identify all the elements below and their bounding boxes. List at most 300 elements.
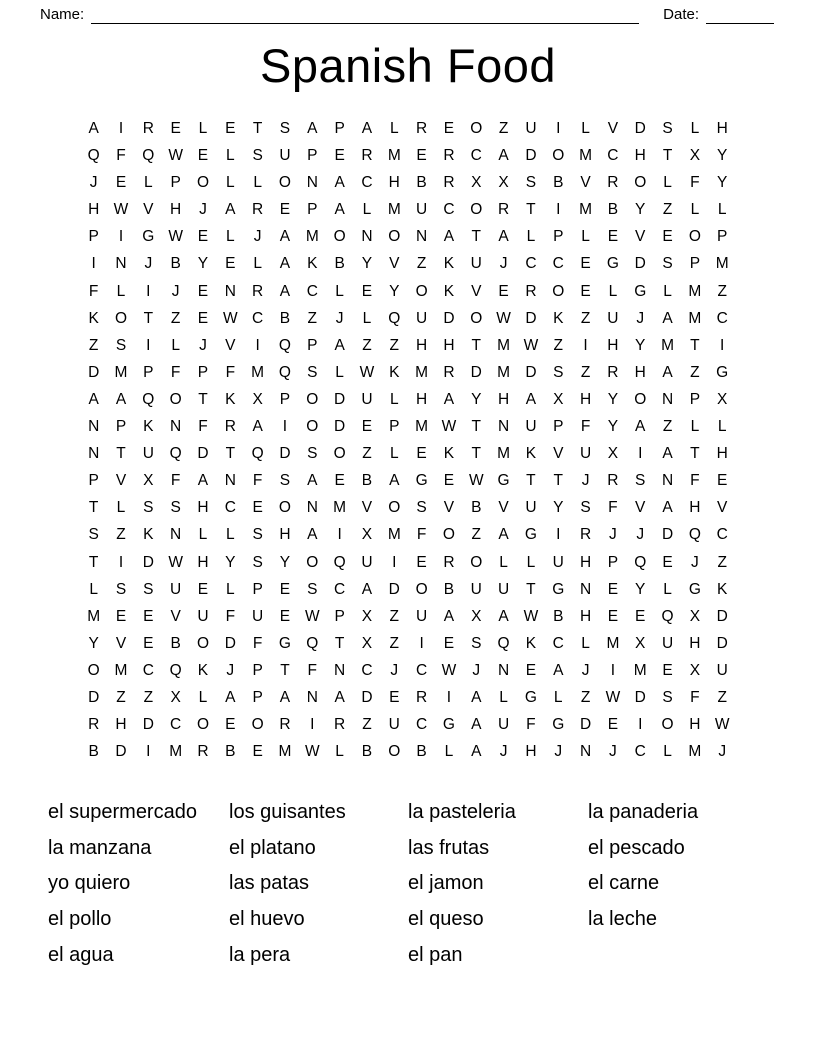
grid-cell: P [143,363,154,381]
grid-cell: E [607,607,619,625]
grid-cell: H [579,607,592,625]
grid-cell: N [661,390,674,408]
grid-cell: B [416,743,427,761]
grid-cell: N [306,688,318,706]
grid-cell: I [337,526,342,544]
grid-cell: A [498,147,509,165]
grid-cell: G [142,228,155,246]
grid-cell: X [361,526,373,544]
grid-cell: Q [497,634,510,652]
grid-cell: A [361,120,373,137]
grid-cell: I [638,716,643,734]
grid-cell: U [279,147,291,165]
grid-cell: M [114,661,128,679]
grid-cell: I [419,634,424,652]
grid-cell: D [525,147,537,165]
grid-cell: X [471,174,482,192]
grid-cell: Y [361,255,373,273]
grid-cell: Z [662,201,673,219]
grid-cell: S [580,499,591,517]
grid-cell: B [170,255,181,273]
grid-cell: Q [688,526,701,544]
grid-cell: S [307,445,318,463]
grid-cell: K [143,418,154,436]
grid-cell: T [662,147,673,165]
grid-cell: H [388,174,400,192]
grid-cell: D [634,255,646,273]
grid-cell: F [225,363,236,381]
grid-cell: E [607,228,619,246]
grid-cell: F [690,688,700,706]
grid-cell: Q [142,390,155,408]
grid-cell: S [553,363,564,381]
grid-cell: E [252,499,263,517]
grid-cell: H [443,336,455,354]
grid-cell: Z [717,553,727,571]
grid-cell: V [553,445,564,463]
grid-cell: A [88,120,99,137]
grid-cell: L [225,228,235,246]
grid-cell: A [252,418,263,436]
grid-cell: N [579,580,592,598]
grid-cell: F [170,472,181,490]
grid-cell: O [470,201,483,219]
grid-cell: H [115,716,127,734]
grid-cell: P [115,418,127,436]
grid-cell: J [253,228,262,246]
grid-cell: T [88,499,99,517]
grid-cell: V [115,472,127,490]
grid-cell: M [497,445,511,463]
grid-cell: E [662,661,673,679]
grid-cell: Y [471,390,482,408]
grid-cell: A [307,120,318,137]
grid-cell: E [279,607,291,625]
grid-cell: F [225,607,236,625]
grid-cell: T [553,472,563,490]
grid-cell: V [580,174,591,192]
grid-cell: Z [116,688,126,706]
grid-cell: Z [471,526,481,544]
grid-cell: B [607,201,619,219]
grid-cell: Z [143,688,154,706]
grid-cell: W [168,228,183,246]
grid-cell: S [662,255,673,273]
grid-cell: X [607,445,619,463]
grid-cell: F [252,634,263,652]
grid-cell: L [225,147,235,165]
grid-cell: K [525,634,537,652]
grid-cell: F [526,716,536,734]
grid-cell: M [497,363,511,381]
grid-cell: W [168,147,183,165]
word-list [0,795,816,973]
grid-cell: F [690,174,700,192]
grid-cell: A [334,336,345,354]
grid-cell: E [197,228,209,246]
grid-cell: R [142,120,154,137]
grid-cell: H [279,526,291,544]
grid-cell: C [552,255,564,273]
grid-cell: G [415,472,428,490]
grid-cell: L [253,255,262,273]
grid-cell: P [307,201,318,219]
grid-cell: T [471,445,481,463]
grid-cell: H [497,390,510,408]
grid-cell: D [279,445,291,463]
grid-cell: H [416,336,428,354]
grid-cell: U [497,580,510,598]
grid-cell: S [252,553,263,571]
grid-cell: Z [116,526,126,544]
grid-cell: A [279,688,291,706]
grid-cell: O [552,282,565,300]
grid-cell: Z [580,688,591,706]
grid-cell: B [443,580,455,598]
grid-cell: J [581,661,590,679]
grid-cell: B [88,743,99,761]
grid-cell: K [197,661,209,679]
grid-cell: M [87,607,101,625]
grid-cell: X [143,472,154,490]
grid-cell: L [362,201,372,219]
grid-cell: E [607,580,619,598]
word-list-item: las patas [229,872,310,895]
grid-cell: N [497,661,510,679]
grid-cell: M [633,661,647,679]
grid-row [80,711,736,738]
grid-cell: D [334,390,346,408]
grid-cell: M [688,309,702,327]
grid-cell: L [389,390,399,408]
grid-cell: C [716,526,728,544]
grid-cell: Z [416,255,427,273]
grid-cell: X [689,147,701,165]
grid-cell: F [116,147,126,165]
grid-cell: I [446,688,452,706]
grid-cell: U [388,716,400,734]
grid-cell: Y [607,418,619,436]
grid-cell: W [113,201,129,219]
grid-cell: H [197,499,209,517]
grid-cell: E [225,120,236,137]
grid-cell: S [416,499,427,517]
grid-cell: A [498,607,509,625]
grid-cell: O [306,418,319,436]
grid-cell: U [416,607,428,625]
grid-cell: P [252,688,263,706]
grid-cell: Y [88,634,99,652]
grid-cell: S [279,472,291,490]
grid-cell: L [717,418,727,436]
grid-cell: H [579,390,592,408]
grid-cell: R [279,716,291,734]
grid-cell: P [279,390,291,408]
grid-cell: G [606,255,619,273]
grid-cell: V [471,282,482,300]
grid-cell: Q [634,553,647,571]
grid-cell: Z [362,445,372,463]
grid-cell: B [553,607,564,625]
word-list-item: el agua [48,943,114,966]
word-list-column [48,795,229,973]
grid-cell: I [255,336,260,354]
grid-cell: Y [635,336,646,354]
grid-cell: T [198,390,208,408]
grid-cell: C [416,716,428,734]
grid-cell: A [279,255,291,273]
word-search-grid [80,115,736,765]
grid-cell: X [361,634,373,652]
grid-cell: A [498,228,509,246]
grid-cell: J [335,309,344,327]
grid-row [80,223,736,250]
grid-cell: Y [225,553,236,571]
grid-cell: D [142,553,154,571]
grid-cell: U [252,607,264,625]
grid-cell: W [523,336,539,354]
grid-cell: I [720,336,725,354]
grid-cell: T [471,336,481,354]
grid-cell: X [635,634,646,652]
grid-cell: E [334,147,345,165]
grid-cell: E [225,716,236,734]
grid-cell: L [526,228,536,246]
grid-cell: L [663,580,672,598]
grid-cell: M [688,743,702,761]
grid-cell: E [143,607,154,625]
grid-cell: E [361,282,373,300]
grid-cell: U [142,445,154,463]
grid-cell: T [526,580,536,598]
grid-cell: J [472,661,481,679]
grid-cell: A [471,716,482,734]
grid-cell: M [251,363,265,381]
grid-cell: S [115,580,127,598]
grid-cell: S [252,147,263,165]
grid-cell: M [333,499,347,517]
grid-cell: A [443,390,455,408]
grid-cell: A [662,309,673,327]
grid-cell: H [88,201,100,219]
grid-cell: A [525,390,537,408]
grid-cell: Y [635,201,646,219]
grid-cell: H [197,553,209,571]
grid-cell: B [416,174,427,192]
grid-cell: C [170,716,182,734]
grid-cell: Z [389,336,399,354]
grid-cell: Z [389,634,399,652]
grid-cell: C [416,661,428,679]
word-list-item: el huevo [229,908,305,931]
grid-cell: O [634,174,647,192]
grid-cell: E [334,472,345,490]
grid-cell: C [525,255,537,273]
grid-cell: Z [498,120,509,137]
grid-cell: C [334,580,346,598]
grid-cell: H [634,147,646,165]
grid-row [80,440,736,467]
grid-cell: G [497,472,510,490]
grid-cell: R [607,472,619,490]
grid-row [80,305,736,332]
grid-cell: L [198,120,208,137]
grid-cell: N [306,174,318,192]
grid-cell: M [305,228,319,246]
grid-cell: E [580,255,591,273]
grid-row [80,684,736,711]
grid-row [80,603,736,630]
grid-cell: E [416,553,427,571]
word-list-item: la pera [229,943,291,966]
grid-cell: T [526,201,536,219]
grid-cell: P [717,228,728,246]
grid-cell: R [252,282,264,300]
grid-cell: Y [553,499,564,517]
grid-cell: N [579,743,592,761]
grid-cell: M [497,336,511,354]
grid-cell: E [197,282,209,300]
grid-row [80,115,736,142]
grid-cell: R [579,526,592,544]
grid-cell: D [525,363,537,381]
grid-cell: E [279,201,291,219]
grid-cell: X [689,607,701,625]
grid-cell: E [662,553,673,571]
grid-cell: D [115,743,127,761]
grid-cell: J [226,661,235,679]
grid-cell: P [252,580,263,598]
grid-cell: A [334,688,345,706]
grid-cell: R [443,363,455,381]
grid-cell: H [634,363,646,381]
grid-cell: A [471,688,482,706]
grid-cell: D [88,363,100,381]
word-list-item: el supermercado [48,801,197,824]
grid-cell: H [689,716,701,734]
grid-cell: J [636,526,645,544]
grid-cell: U [416,201,428,219]
grid-cell: F [580,418,591,436]
grid-cell: M [169,743,183,761]
word-list-item: el pan [408,943,463,966]
grid-cell: M [415,418,429,436]
grid-cell: S [471,634,482,652]
grid-cell: G [442,716,455,734]
grid-cell: T [334,634,345,652]
grid-cell: O [278,174,291,192]
grid-cell: L [690,418,700,436]
grid-cell: G [634,282,647,300]
grid-cell: A [334,174,345,192]
grid-cell: J [171,282,180,300]
grid-cell: F [170,363,181,381]
grid-cell: R [607,363,619,381]
grid-cell: P [88,228,99,246]
grid-cell: W [441,661,457,679]
grid-cell: X [471,607,482,625]
grid-cell: I [118,228,124,246]
grid-row [80,413,736,440]
grid-cell: N [88,445,100,463]
grid-cell: E [197,580,209,598]
grid-cell: S [143,580,154,598]
grid-cell: P [553,228,564,246]
grid-cell: Z [88,336,99,354]
grid-cell: L [389,445,399,463]
grid-cell: I [118,120,124,137]
grid-cell: Y [197,255,209,273]
grid-cell: S [307,580,318,598]
grid-cell: J [199,336,207,354]
grid-cell: E [252,743,263,761]
word-list-item: el queso [408,908,484,931]
grid-cell: O [470,309,483,327]
grid-cell: K [307,255,318,273]
grid-cell: Z [662,418,673,436]
grid-cell: F [416,526,427,544]
grid-cell: P [389,418,400,436]
grid-cell: L [553,688,563,706]
grid-cell: B [361,472,373,490]
grid-cell: J [144,255,153,273]
grid-cell: V [635,228,646,246]
grid-cell: R [497,201,510,219]
grid-cell: U [525,418,537,436]
grid-cell: L [663,174,672,192]
grid-cell: T [116,445,126,463]
grid-cell: Z [362,716,372,734]
grid-cell: U [607,309,619,327]
grid-cell: N [497,418,510,436]
worksheet-header [0,0,816,24]
grid-cell: M [688,282,702,300]
grid-cell: I [392,553,397,571]
grid-cell: S [115,336,127,354]
grid-cell: A [88,390,99,408]
grid-cell: J [609,526,617,544]
grid-cell: L [198,526,208,544]
grid-cell: U [361,390,373,408]
grid-cell: X [361,607,373,625]
grid-cell: Y [717,147,728,165]
grid-cell: D [579,716,592,734]
grid-cell: I [638,445,643,463]
grid-cell: R [361,147,373,165]
word-list-item: yo quiero [48,872,131,895]
grid-cell: L [581,634,590,652]
grid-cell: H [716,445,728,463]
grid-cell: L [335,743,344,761]
grid-cell: E [607,716,619,734]
grid-cell: U [497,716,510,734]
grid-cell: P [689,390,701,408]
grid-cell: I [610,661,616,679]
grid-cell: O [415,580,428,598]
grid-row [80,250,736,277]
grid-cell: R [443,147,455,165]
grid-cell: E [525,661,537,679]
grid-cell: E [498,282,509,300]
grid-cell: C [470,147,482,165]
grid-cell: P [607,553,619,571]
grid-cell: O [388,228,401,246]
grid-cell: C [361,174,373,192]
grid-row [80,196,736,223]
grid-cell: R [525,282,537,300]
date-blank-line [706,9,774,24]
grid-cell: F [608,499,618,517]
